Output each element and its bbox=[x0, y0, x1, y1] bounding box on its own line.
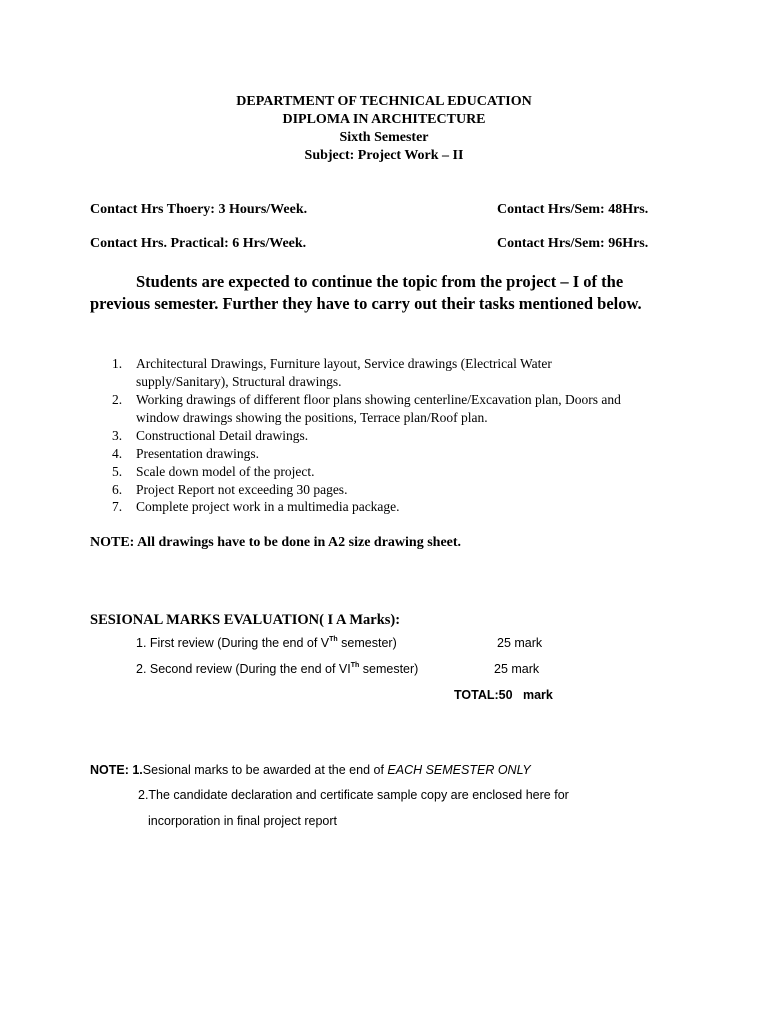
second-review: 2. Second review (During the end of VITh semester) bbox=[136, 662, 419, 676]
semester-title: Sixth Semester bbox=[339, 130, 429, 145]
total-marks: TOTAL:50 mark bbox=[454, 688, 553, 702]
contact-theory-hours: Contact Hrs Thoery: 3 Hours/Week. bbox=[90, 202, 308, 217]
declaration-note-continued: incorporation in final project report bbox=[148, 814, 337, 828]
intro-line-1: Students are expected to continue the topic from the project – I of the bbox=[136, 272, 624, 291]
diploma-title: DIPLOMA IN ARCHITECTURE bbox=[282, 112, 486, 127]
contact-practical-hours: Contact Hrs. Practical: 6 Hrs/Week. bbox=[90, 236, 307, 251]
second-review-marks: 25 mark bbox=[494, 662, 540, 676]
first-review: 1. First review (During the end of VTh semester) bbox=[136, 636, 397, 650]
contact-practical-sem: Contact Hrs/Sem: 96Hrs. bbox=[497, 236, 649, 251]
intro-line-2: previous semester. Further they have to carry out their tasks mentioned below. bbox=[90, 294, 642, 313]
evaluation-heading: SESIONAL MARKS EVALUATION( I A Marks): bbox=[90, 612, 401, 628]
department-title: DEPARTMENT OF TECHNICAL EDUCATION bbox=[236, 94, 532, 109]
contact-theory-sem: Contact Hrs/Sem: 48Hrs. bbox=[497, 202, 649, 217]
drawing-size-note: NOTE: All drawings have to be done in A2 size drawing sheet. bbox=[90, 535, 462, 550]
first-review-marks: 25 mark bbox=[497, 636, 543, 650]
declaration-note: 2.The candidate declaration and certificate sample copy are enclosed here for bbox=[138, 788, 569, 802]
sessional-note: NOTE: 1.Sesional marks to be awarded at the end of EACH SEMESTER ONLY bbox=[90, 763, 531, 777]
subject-title: Subject: Project Work – II bbox=[304, 148, 464, 163]
